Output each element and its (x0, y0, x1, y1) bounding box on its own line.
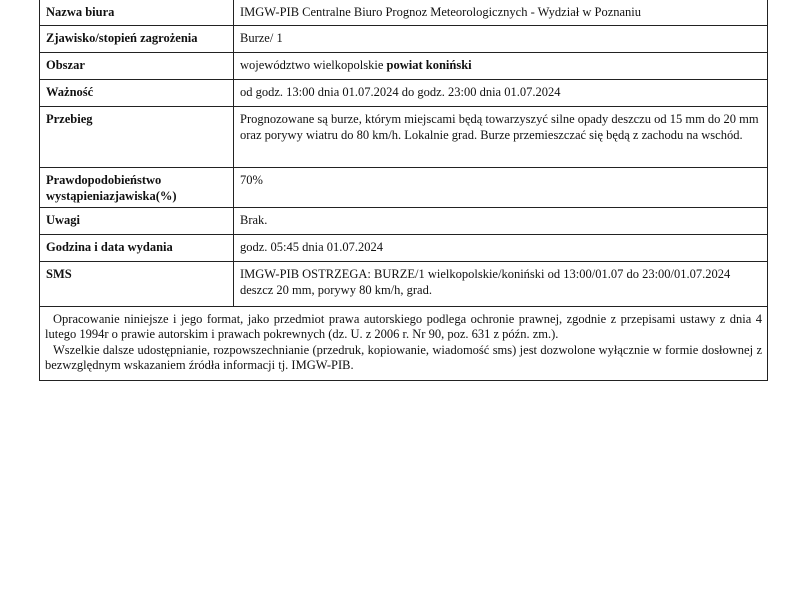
table-row (40, 0, 767, 25)
copyright-notice (40, 307, 767, 380)
row-value-validity: od godz. 13:00 dnia 01.07.2024 do godz. 23:00 dnia 01.07.2024 (234, 79, 768, 106)
row-label-office: Nazwa biura (40, 0, 234, 25)
usage-paragraph: Wszelkie dalsze udostępnianie, rozpowszechnianie (przedruk, kopiowanie, wiadomość sms) jest dozwolone wyłącznie w formie dosłownej z bezwzględnym wskazaniem źródła informacji tj. IMGW-PIB. (45, 342, 762, 372)
row-value-office: IMGW-PIB Centralne Biuro Prognoz Meteorologicznych - Wydział w Poznaniu (234, 0, 768, 25)
warning-document (39, 0, 768, 381)
area-county: powiat koniński (386, 57, 472, 72)
table-row (40, 261, 767, 306)
row-value-phenomenon: Burze/ 1 (234, 25, 768, 52)
row-label-phenomenon: Zjawisko/stopień zagrożenia (40, 25, 234, 52)
row-value-remarks: Brak. (234, 207, 768, 234)
table-row (40, 25, 767, 52)
row-label-probability: Prawdopodobieństwo wystąpieniazjawiska(%) (40, 167, 234, 207)
row-value-probability: 70% (234, 167, 768, 207)
table-row (40, 167, 767, 207)
row-value-sms: IMGW-PIB OSTRZEGA: BURZE/1 wielkopolskie/koniński od 13:00/01.07 do 23:00/01.07.2024 deszcz 20 mm, porywy 80 km/h, grad. (234, 261, 768, 306)
row-label-sms: SMS (40, 261, 234, 306)
row-value-issued: godz. 05:45 dnia 01.07.2024 (234, 234, 768, 261)
row-value-area (234, 52, 768, 79)
row-value-course: Prognozowane są burze, którym miejscami będą towarzyszyć silne opady deszczu od 15 mm do 20 mm oraz porywy wiatru do 80 km/h. Lokalnie grad. Burze przemieszczać się będą z zachodu na wschód. (234, 106, 768, 167)
table-row (40, 207, 767, 234)
row-label-issued: Godzina i data wydania (40, 234, 234, 261)
copyright-paragraph: Opracowanie niniejsze i jego format, jako przedmiot prawa autorskiego podlega ochronie prawnej, zgodnie z przepisami ustawy z dnia 4 lutego 1994r o prawie autorskim i prawach pokrewnych (dz. U. z 2006 r. Nr 90, poz. 631 z późn. zm.). (45, 311, 762, 341)
table-row (40, 52, 767, 79)
row-label-validity: Ważność (40, 79, 234, 106)
row-label-area: Obszar (40, 52, 234, 79)
area-region: województwo wielkopolskie (240, 57, 387, 72)
table-row (40, 79, 767, 106)
row-label-remarks: Uwagi (40, 207, 234, 234)
table-row (40, 234, 767, 261)
row-label-course: Przebieg (40, 106, 234, 167)
table-row (40, 106, 767, 167)
warning-table (40, 0, 767, 307)
